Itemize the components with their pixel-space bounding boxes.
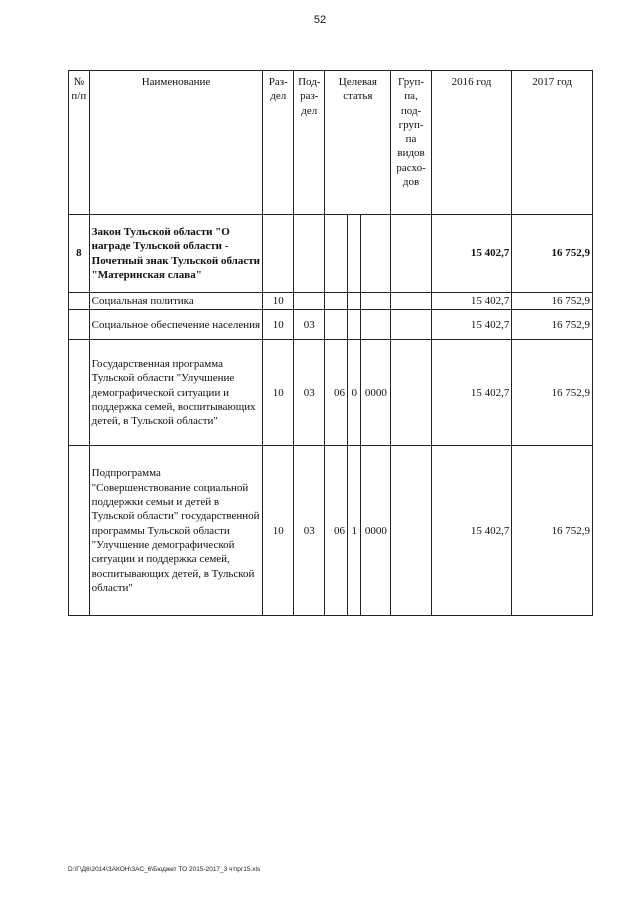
row-expense-group — [391, 293, 431, 310]
row-num — [69, 446, 90, 616]
row-target-program — [325, 215, 348, 293]
row-expense-group — [391, 215, 431, 293]
table-row — [69, 215, 593, 293]
header-year-2017: 2017 год — [512, 71, 593, 215]
row-subsection: 03 — [294, 310, 325, 340]
row-value-2017: 16 752,9 — [512, 310, 593, 340]
row-name: Закон Тульской области "О награде Тульской области - Почетный знак Тульской области "Материнская слава" — [89, 215, 263, 293]
row-value-2016: 15 402,7 — [431, 293, 512, 310]
row-value-2017: 16 752,9 — [512, 446, 593, 616]
row-section: 10 — [263, 446, 294, 616]
row-target-subprogram — [348, 310, 361, 340]
row-value-2016: 15 402,7 — [431, 215, 512, 293]
row-target-program — [325, 293, 348, 310]
row-value-2017: 16 752,9 — [512, 215, 593, 293]
row-num — [69, 310, 90, 340]
row-target-code: 0000 — [361, 446, 391, 616]
table-row — [69, 446, 593, 616]
row-subsection — [294, 293, 325, 310]
row-target-code — [361, 310, 391, 340]
row-target-code — [361, 293, 391, 310]
table-row — [69, 340, 593, 446]
row-target-program: 06 — [325, 340, 348, 446]
row-target-code: 0000 — [361, 340, 391, 446]
header-num: № п/п — [69, 71, 90, 215]
page-number: 52 — [313, 14, 327, 26]
row-value-2016: 15 402,7 — [431, 446, 512, 616]
header-target-article: Целевая статья — [325, 71, 391, 215]
table-row — [69, 293, 593, 310]
header-year-2016: 2016 год — [431, 71, 512, 215]
row-name: Подпрограмма "Совершенствование социальной поддержки семьи и детей в Тульской области" государственной программы Тульской области "Улучшение демографической ситуации и поддержка семей, воспитывающих детей, в Тульской области" — [89, 446, 263, 616]
table-row — [69, 310, 593, 340]
footer-file-path: D:\Г\Д6\2014\ЗАКОН\ЗАС_6\Бюджет ТО 2015-2017_3 чт\рг15.xls — [68, 866, 261, 873]
row-expense-group — [391, 340, 431, 446]
row-section — [263, 215, 294, 293]
row-expense-group — [391, 310, 431, 340]
row-target-subprogram: 1 — [348, 446, 361, 616]
row-value-2017: 16 752,9 — [512, 293, 593, 310]
table-header-row — [69, 71, 593, 215]
row-target-program: 06 — [325, 446, 348, 616]
row-target-subprogram: 0 — [348, 340, 361, 446]
row-section: 10 — [263, 310, 294, 340]
row-target-subprogram — [348, 215, 361, 293]
row-value-2016: 15 402,7 — [431, 340, 512, 446]
row-num — [69, 293, 90, 310]
row-num: 8 — [69, 215, 90, 293]
row-section: 10 — [263, 293, 294, 310]
row-target-subprogram — [348, 293, 361, 310]
row-value-2017: 16 752,9 — [512, 340, 593, 446]
row-num — [69, 340, 90, 446]
budget-table — [68, 70, 593, 616]
row-section: 10 — [263, 340, 294, 446]
row-subsection: 03 — [294, 340, 325, 446]
row-value-2016: 15 402,7 — [431, 310, 512, 340]
row-target-program — [325, 310, 348, 340]
row-subsection: 03 — [294, 446, 325, 616]
row-subsection — [294, 215, 325, 293]
header-subsection: Под-раз-дел — [294, 71, 325, 215]
row-name: Социальное обеспечение населения — [89, 310, 263, 340]
row-name: Социальная политика — [89, 293, 263, 310]
row-expense-group — [391, 446, 431, 616]
row-target-code — [361, 215, 391, 293]
header-expense-group: Груп-па, под-груп-па видов расхо-дов — [391, 71, 431, 215]
header-name: Наименование — [89, 71, 263, 215]
row-name: Государственная программа Тульской области "Улучшение демографической ситуации и поддержка семей, воспитывающих детей, в Тульской области" — [89, 340, 263, 446]
header-section: Раз-дел — [263, 71, 294, 215]
